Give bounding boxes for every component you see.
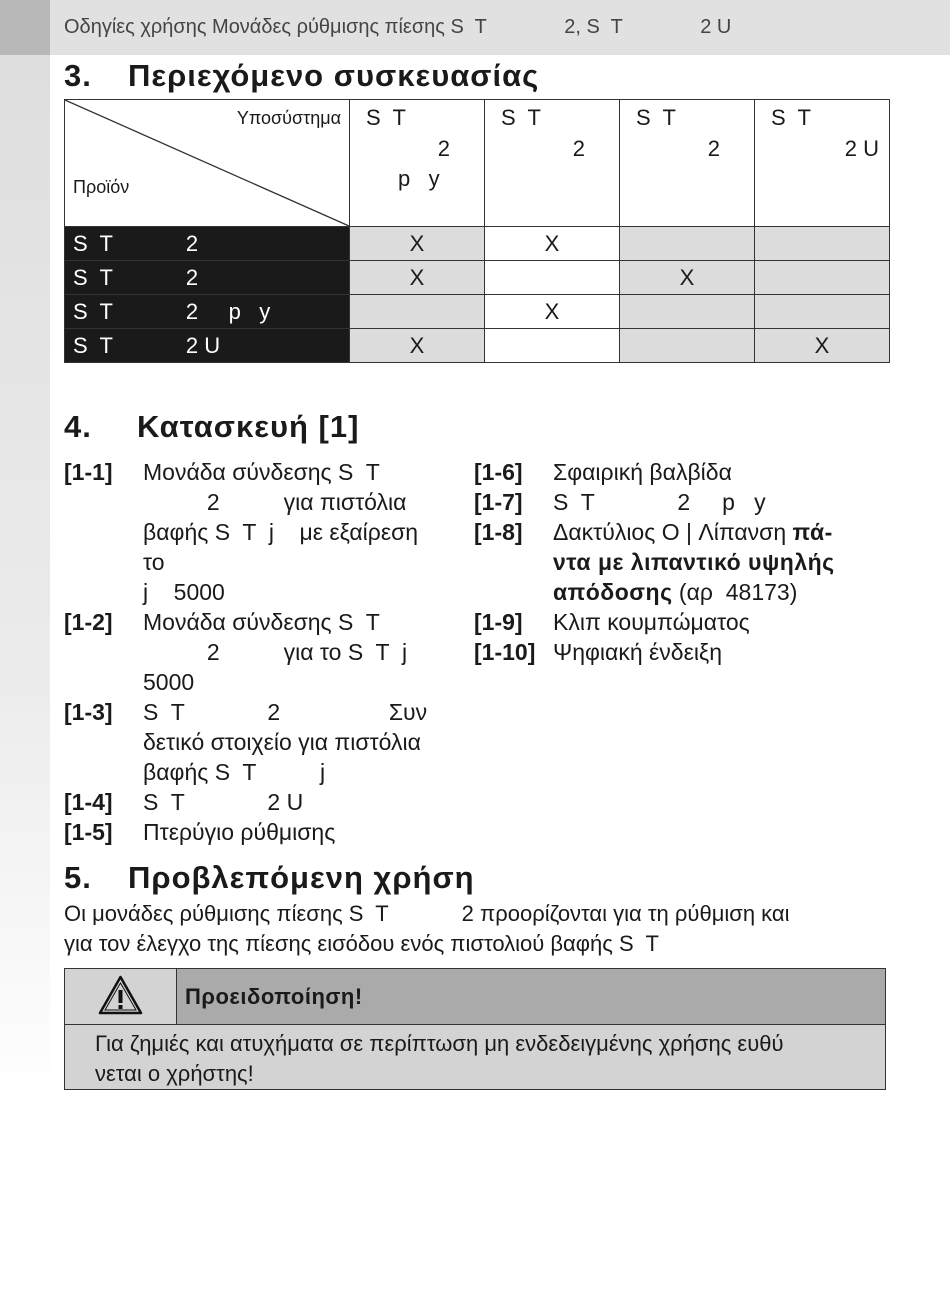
list-item <box>64 817 464 847</box>
item-key: [1-4] <box>64 789 113 815</box>
table-cell <box>755 227 890 261</box>
subsystem-label: Υποσύστημα <box>236 108 341 128</box>
item-key: [1-10] <box>474 639 536 665</box>
table-cell <box>755 295 890 329</box>
item-text: Πτερύγιο ρύθμισης <box>143 819 336 845</box>
section-title: Περιεχόμενο συσκευασίας <box>128 58 540 93</box>
column-header-line: S T <box>366 105 406 130</box>
column-header <box>485 100 620 227</box>
item-key: [1-7] <box>474 489 523 515</box>
warning-text: Για ζημιές και ατυχήματα σε περίπτωση μη ενδεδειγμένης χρήσης ευθύ νεται ο χρήστης! <box>95 1031 784 1086</box>
table-cell <box>620 295 755 329</box>
table-cell <box>485 261 620 295</box>
warning-triangle-icon <box>65 969 176 1024</box>
item-text-part: (αρ 48173) <box>672 579 798 605</box>
list-item <box>64 457 464 607</box>
parts-list-left <box>64 457 464 847</box>
item-text: S T 2 U <box>143 789 304 815</box>
item-text-part: Δακτύλιος O | Λίπανση <box>553 519 793 545</box>
intended-use-text: Οι μονάδες ρύθμισης πίεσης S T 2 προορίζονται για τη ρύθμιση και για τον έλεγχο της πίεσης εισόδου ενός πιστολιού βαφής S T <box>64 901 790 956</box>
table-row <box>65 261 890 295</box>
table-cell <box>620 329 755 363</box>
item-text <box>553 517 835 607</box>
list-item <box>474 517 894 607</box>
side-strip <box>0 55 50 1105</box>
table-row <box>65 329 890 363</box>
item-text: S T 2 Συν δετικό στοιχείο για πιστόλια βαφής S T j <box>143 699 428 785</box>
column-header-line: S T <box>501 105 541 130</box>
column-header-line: p y <box>398 166 440 191</box>
item-text: S T 2 p y <box>553 489 766 515</box>
warning-box <box>64 968 886 1090</box>
item-text: Σφαιρική βαλβίδα <box>553 459 732 485</box>
row-label: S T 2 <box>65 227 350 261</box>
list-item <box>474 457 894 487</box>
table-cell <box>485 329 620 363</box>
table-cell: X <box>350 227 485 261</box>
item-text: Μονάδα σύνδεσης S T 2 για το S T j 5000 <box>143 609 408 695</box>
list-item <box>474 607 894 637</box>
item-key: [1-3] <box>64 699 113 725</box>
column-header <box>350 100 485 227</box>
package-contents-table <box>64 99 890 363</box>
item-text: Μονάδα σύνδεσης S T 2 για πιστόλια βαφής S T j με εξαίρεση το j 5000 <box>143 459 419 605</box>
list-item <box>64 607 464 697</box>
item-text: Ψηφιακή ένδειξη <box>553 639 723 665</box>
warning-icon-cell <box>65 969 177 1025</box>
side-strip-top <box>0 0 50 55</box>
table-cell <box>755 261 890 295</box>
table-cell <box>620 227 755 261</box>
item-key: [1-1] <box>64 459 113 485</box>
corner-cell <box>65 100 350 227</box>
item-key: [1-5] <box>64 819 113 845</box>
column-header-line: 2 <box>437 136 450 161</box>
table-cell <box>350 295 485 329</box>
table-header-row <box>65 100 890 227</box>
section-title: Κατασκευή [1] <box>137 409 360 444</box>
parts-list-right <box>474 457 894 667</box>
table-cell: X <box>350 329 485 363</box>
list-item <box>474 487 894 517</box>
table-cell: X <box>485 227 620 261</box>
table-cell: X <box>485 295 620 329</box>
section-number: 3. <box>64 58 92 93</box>
product-label: Προϊόν <box>73 177 130 197</box>
column-header <box>755 100 890 227</box>
section-4-heading <box>64 409 359 445</box>
column-header-line: 2 <box>572 136 585 161</box>
table-cell: X <box>350 261 485 295</box>
item-key: [1-8] <box>474 519 523 545</box>
column-header <box>620 100 755 227</box>
section-5-heading <box>64 860 475 896</box>
list-item <box>64 697 464 787</box>
column-header-line: S T <box>636 105 676 130</box>
row-label: S T 2 <box>65 261 350 295</box>
running-header: Οδηγίες χρήσης Μονάδες ρύθμισης πίεσης S T 2, S T 2 U <box>64 16 732 38</box>
item-text-bold: πά- ντα με λιπαντικό υψηλής απόδοσης <box>553 519 835 605</box>
column-header-line: S T <box>771 105 811 130</box>
row-label: S T 2 p y <box>65 295 350 329</box>
list-item <box>64 787 464 817</box>
item-key: [1-9] <box>474 609 523 635</box>
row-label: S T 2 U <box>65 329 350 363</box>
section-number: 4. <box>64 409 92 444</box>
table-row <box>65 295 890 329</box>
item-text: Κλιπ κουμπώματος <box>553 609 750 635</box>
column-header-line: 2 U <box>844 136 879 161</box>
section-number: 5. <box>64 860 92 895</box>
table-row <box>65 227 890 261</box>
warning-title-cell <box>177 969 885 1025</box>
table-cell: X <box>755 329 890 363</box>
item-key: [1-6] <box>474 459 523 485</box>
warning-title: Προειδοποίηση! <box>185 984 363 1009</box>
table-cell: X <box>620 261 755 295</box>
section-title: Προβλεπόμενη χρήση <box>128 860 475 895</box>
item-key: [1-2] <box>64 609 113 635</box>
section-3-heading <box>64 58 539 94</box>
list-item <box>474 637 894 667</box>
column-header-line: 2 <box>707 136 720 161</box>
